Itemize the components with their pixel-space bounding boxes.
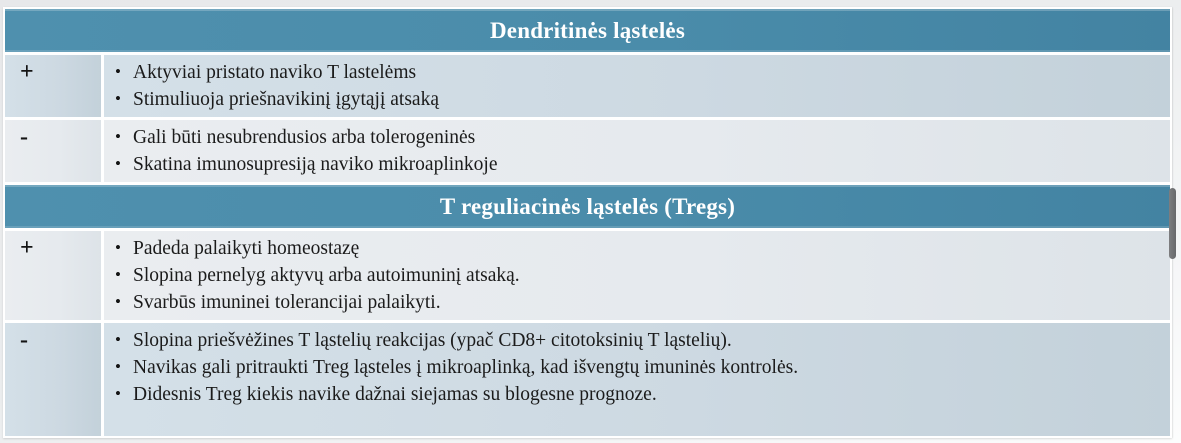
immune-cells-comparison-table [3, 7, 1172, 438]
bullet-list [112, 327, 1158, 408]
bullet-item: • Navikas gali pritraukti Treg ląsteles į mikroaplinką, kad išvengtų imuninės kontrolės. [112, 354, 1158, 381]
bullet-item: • Aktyviai pristato naviko T lastelėms [112, 59, 1158, 86]
bullet-item: • Padeda palaikyti homeostazę [112, 235, 1158, 262]
table-row-dendritic-pros [5, 55, 1170, 117]
bullet-list [112, 235, 1158, 316]
table-row-dendritic-cons [5, 120, 1170, 182]
section-title: Dendritinės ląstelės [489, 17, 685, 43]
bullet-item: • Slopina priešvėžines T ląstelių reakcijas (ypač CD8+ citotoksinių T ląstelių). [112, 327, 1158, 354]
row-content-cell [104, 55, 1170, 117]
bullet-item: • Skatina imunosupresiją naviko mikroaplinkoje [112, 151, 1158, 178]
bullet-list [112, 59, 1158, 113]
vertical-scrollbar-thumb[interactable] [1169, 188, 1176, 259]
bullet-item: • Stimuliuoja priešnavikinį įgytąjį atsaką [112, 86, 1158, 113]
row-content-cell [104, 120, 1170, 182]
table-row-tregs-cons [5, 323, 1170, 436]
section-header-tregs [5, 185, 1170, 228]
plus-sign: + [5, 55, 101, 117]
bullet-item: • Slopina pernelyg aktyvų arba autoimuninį atsaką. [112, 262, 1158, 289]
row-content-cell [104, 323, 1170, 436]
minus-sign: - [5, 120, 101, 182]
bullet-list [112, 124, 1158, 178]
bullet-item: • Svarbūs imuninei tolerancijai palaikyti. [112, 289, 1158, 316]
minus-sign: - [5, 323, 101, 436]
table-row-tregs-pros [5, 231, 1170, 320]
plus-sign: + [5, 231, 101, 320]
row-content-cell [104, 231, 1170, 320]
bullet-item: • Gali būti nesubrendusios arba tolerogeninės [112, 124, 1158, 151]
section-title: T reguliacinės ląstelės (Tregs) [439, 193, 736, 219]
bullet-item: • Didesnis Treg kiekis navike dažnai siejamas su blogesne prognoze. [112, 381, 1158, 408]
section-header-dendritic-cells [5, 9, 1170, 52]
